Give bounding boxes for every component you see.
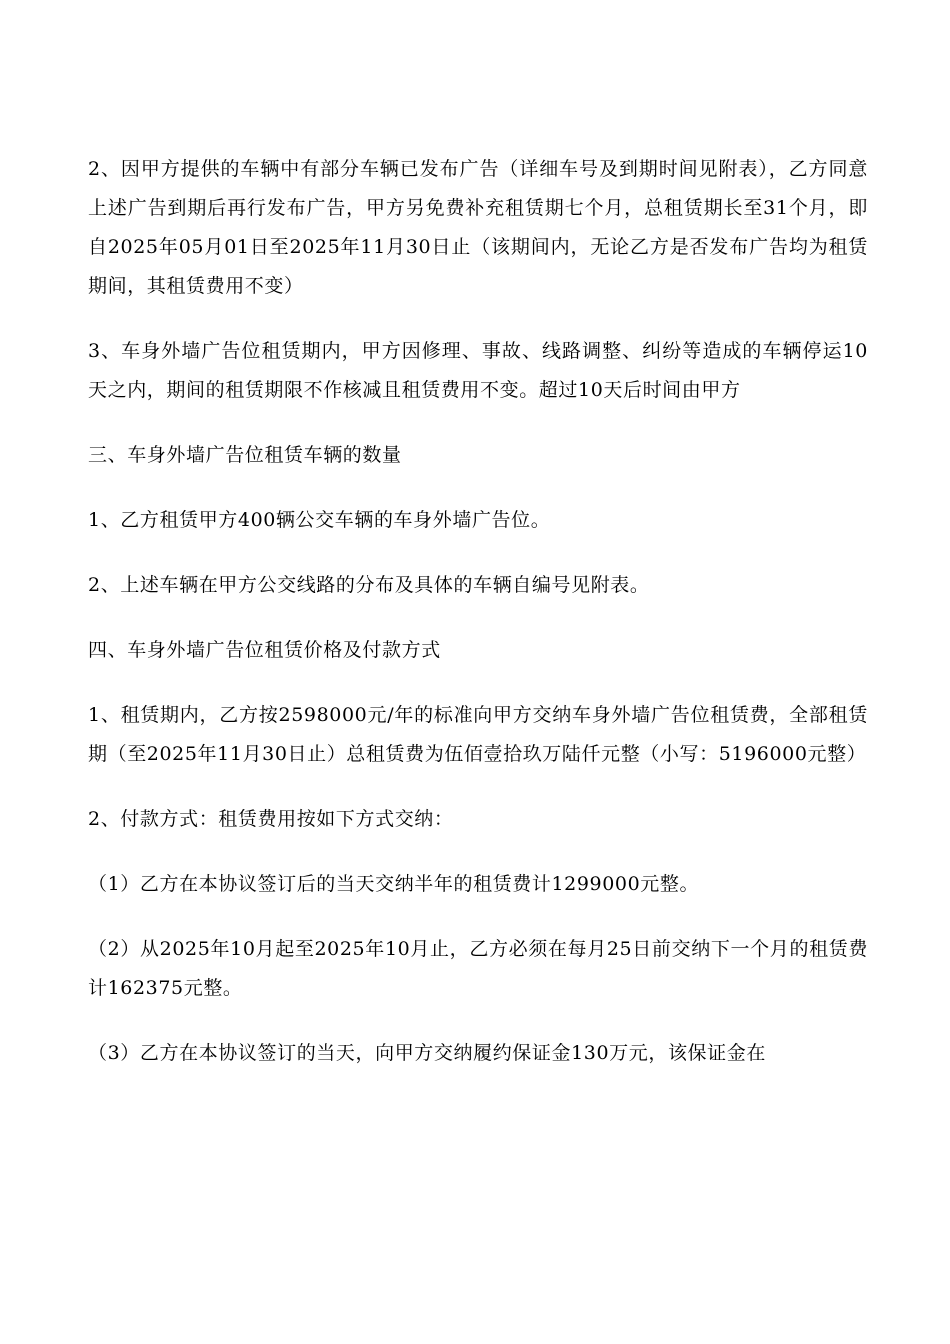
paragraph-lease-price: 1、租赁期内，乙方按2598000元/年的标准向甲方交纳车身外墙广告位租赁费，全部租赁期（至2025年11月30日止）总租赁费为伍佰壹拾玖万陆仟元整（小写：5196000元整） xyxy=(88,704,868,765)
paragraph-payment-item-1: （1）乙方在本协议签订后的当天交纳半年的租赁费计1299000元整。 xyxy=(88,873,700,895)
paragraph-payment-item-2: （2）从2025年10月起至2025年10月止，乙方必须在每月25日前交纳下一个月的租赁费计162375元整。 xyxy=(88,938,868,999)
paragraph-lease-extension: 2、因甲方提供的车辆中有部分车辆已发布广告（详细车号及到期时间见附表），乙方同意上述广告到期后再行发布广告，甲方另免费补充租赁期七个月，总租赁期长至31个月，即自2025年05月01日至2025年11月30日止（该期间内，无论乙方是否发布广告均为租赁期间，其租赁费用不变） xyxy=(88,158,868,297)
section-heading-vehicle-count: 三、车身外墙广告位租赁车辆的数量 xyxy=(88,444,402,466)
paragraph-payment-item-3: （3）乙方在本协议签订的当天，向甲方交纳履约保证金130万元，该保证金在 xyxy=(88,1042,766,1064)
document-body xyxy=(88,150,868,1073)
paragraph-suspension-clause: 3、车身外墙广告位租赁期内，甲方因修理、事故、线路调整、纠纷等造成的车辆停运10天之内，期间的租赁期限不作核减且租赁费用不变。超过10天后时间由甲方 xyxy=(88,340,868,401)
paragraph-vehicle-count: 1、乙方租赁甲方400辆公交车辆的车身外墙广告位。 xyxy=(88,509,551,531)
paragraph-payment-method: 2、付款方式：租赁费用按如下方式交纳： xyxy=(88,808,454,830)
section-heading-price-payment: 四、车身外墙广告位租赁价格及付款方式 xyxy=(88,639,441,661)
paragraph-vehicle-distribution: 2、上述车辆在甲方公交线路的分布及具体的车辆自编号见附表。 xyxy=(88,574,650,596)
